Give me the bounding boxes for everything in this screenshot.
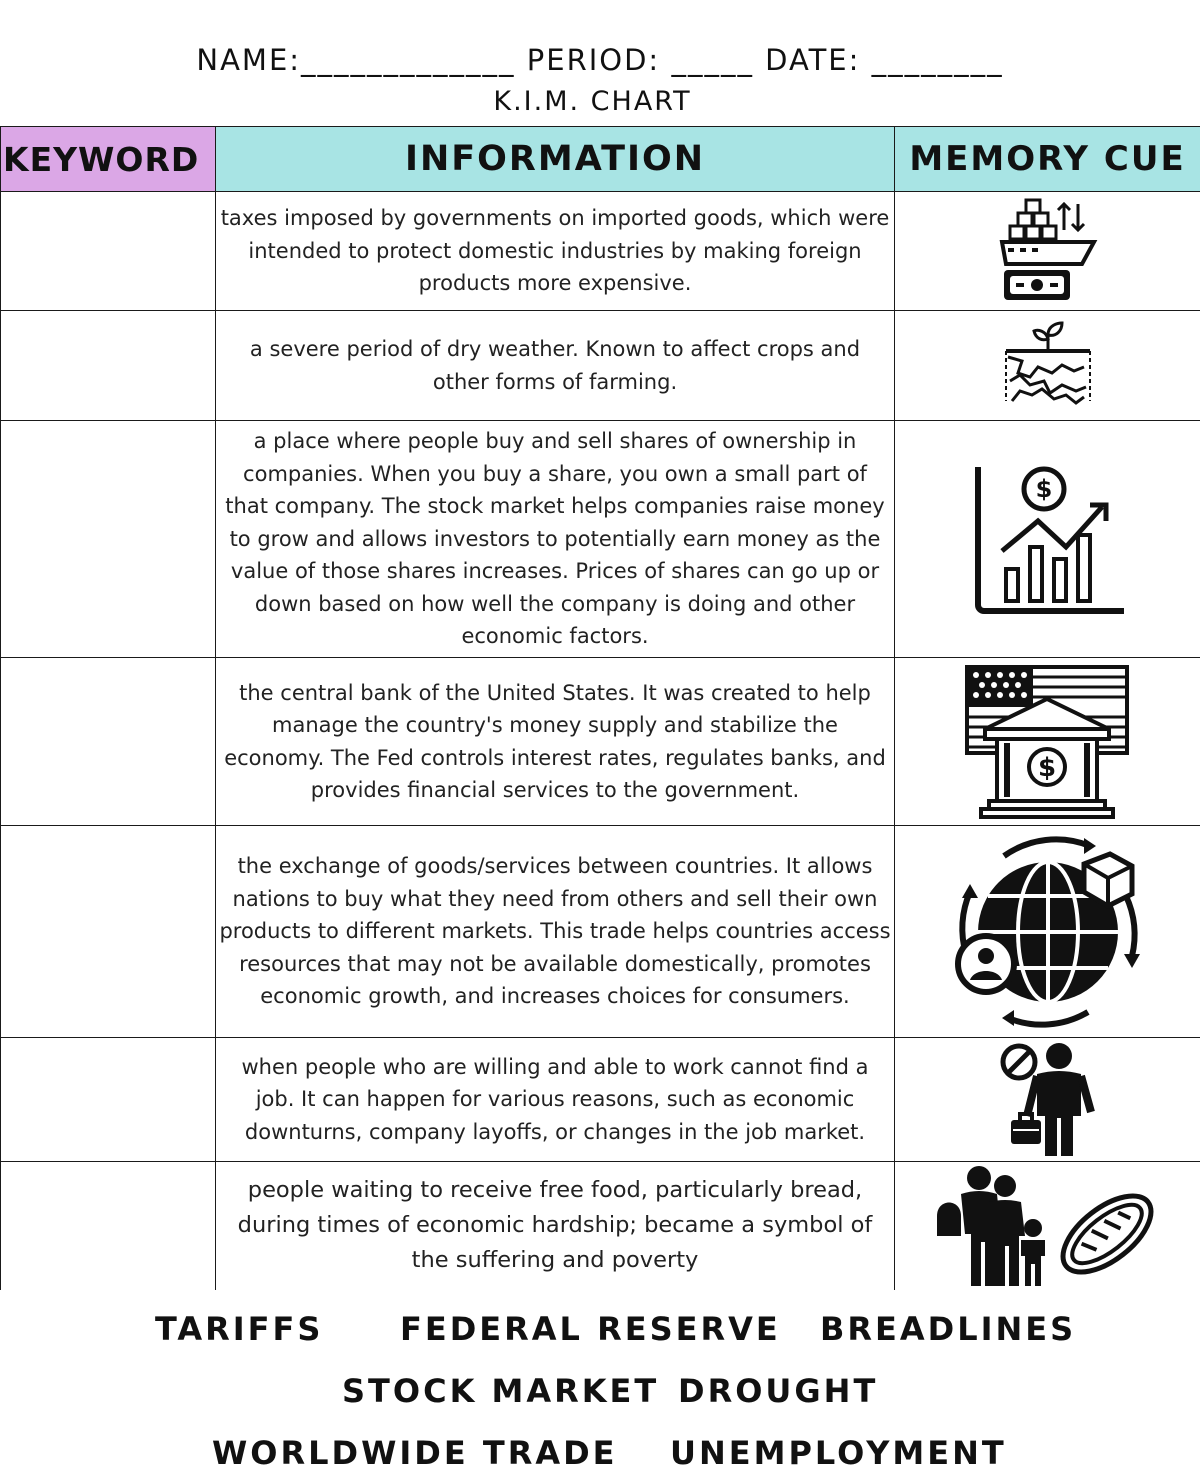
cargo-ship-money-icon [988, 196, 1108, 306]
date-blank[interactable]: ________ [871, 43, 1004, 77]
svg-text:$: $ [1035, 475, 1052, 503]
table-row [1, 421, 1200, 658]
date-label: DATE: [765, 43, 861, 77]
name-label: NAME: [196, 43, 302, 77]
header-line [0, 38, 1200, 82]
flag-bank-dollar-icon [963, 663, 1133, 821]
keyword-cell[interactable] [1, 421, 216, 658]
information-cell: a severe period of dry weather. Known to affect crops and other forms of farming. [216, 311, 895, 421]
word-bank-item: DROUGHT [678, 1372, 879, 1410]
word-bank-item: FEDERAL RESERVE [400, 1310, 781, 1348]
name-blank[interactable]: _____________ [301, 43, 516, 77]
period-label: PERIOD: [526, 43, 661, 77]
svg-text:$: $ [1037, 752, 1056, 783]
cracked-earth-sprout-icon [998, 321, 1098, 411]
globe-trade-icon [948, 834, 1148, 1030]
rising-chart-dollar-icon [968, 459, 1128, 619]
word-bank-item: UNEMPLOYMENT [670, 1434, 1007, 1472]
word-bank-item: TARIFFS [155, 1310, 324, 1348]
information-cell: the exchange of goods/services between countries. It allows nations to buy what they need from others and sell their own products to different markets. This trade helps countries access resources that may not be available domestically, promotes economic growth, and increases choices for consumers. [216, 826, 895, 1038]
keyword-cell[interactable] [1, 311, 216, 421]
memory-cue-cell [895, 658, 1200, 826]
table-row [1, 192, 1200, 311]
information-cell: the central bank of the United States. It was created to help manage the country's money supply and stabilize the economy. The Fed controls interest rates, regulates banks, and provides financial services to the government. [216, 658, 895, 826]
information-cell: taxes imposed by governments on imported goods, which were intended to protect domestic industries by making foreign products more expensive. [216, 192, 895, 311]
information-cell: a place where people buy and sell shares of ownership in companies. When you buy a share, you own a small part of that company. The stock market helps companies raise money to grow and allows investors to potentially earn money as the value of those shares increases. Prices of shares can go up or down based on how well the company is doing and other economic factors. [216, 421, 895, 658]
table-row [1, 311, 1200, 421]
chart-title: K.I.M. CHART [493, 86, 692, 117]
keyword-header: KEYWORD [1, 127, 216, 192]
word-bank-item: WORLDWIDE TRADE [212, 1434, 618, 1472]
information-header: INFORMATION [216, 127, 895, 192]
table-row [1, 1038, 1200, 1162]
memory-cue-cell [895, 192, 1200, 311]
table-row [1, 658, 1200, 826]
family-bread-icon [933, 1164, 1163, 1288]
memory-cue-cell [895, 826, 1200, 1038]
memory-cue-cell [895, 1038, 1200, 1162]
word-bank-item: BREADLINES [820, 1310, 1077, 1348]
word-bank-item: STOCK MARKET [342, 1372, 660, 1410]
period-blank[interactable]: _____ [671, 43, 754, 77]
memory-cue-cell [895, 311, 1200, 421]
keyword-cell[interactable] [1, 1038, 216, 1162]
keyword-cell[interactable] [1, 192, 216, 311]
keyword-cell[interactable] [1, 1162, 216, 1290]
table-row [1, 1162, 1200, 1290]
memory-cue-cell [895, 1162, 1200, 1290]
table-header-row [1, 127, 1200, 192]
unemployed-person-icon [993, 1040, 1103, 1160]
table-row [1, 826, 1200, 1038]
memory-cue-cell [895, 421, 1200, 658]
keyword-cell[interactable] [1, 658, 216, 826]
information-cell: when people who are willing and able to work cannot find a job. It can happen for various reasons, such as economic downturns, company layoffs, or changes in the job market. [216, 1038, 895, 1162]
keyword-cell[interactable] [1, 826, 216, 1038]
memory-cue-header: MEMORY CUE [895, 127, 1200, 192]
information-cell: people waiting to receive free food, particularly bread, during times of economic hardship; became a symbol of the suffering and poverty [216, 1162, 895, 1290]
kim-chart-table [0, 126, 1200, 1290]
